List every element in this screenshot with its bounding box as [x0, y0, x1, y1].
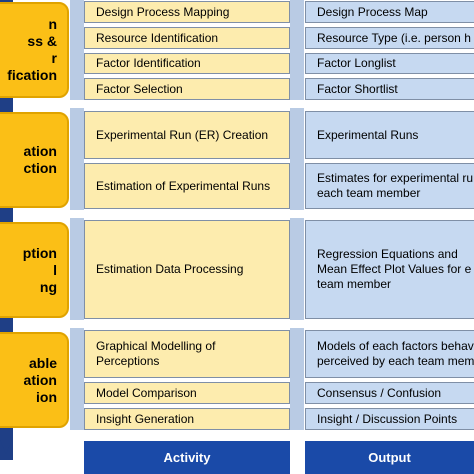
output-insight-points: Insight / Discussion Points [305, 408, 474, 430]
stage-3-connector [70, 218, 84, 320]
stage-4 [0, 332, 69, 428]
activity-estimation-of-runs: Estimation of Experimental Runs [84, 163, 290, 209]
activity-insight-generation: Insight Generation [84, 408, 290, 430]
output-consensus-confusion: Consensus / Confusion [305, 382, 474, 404]
stage-3-label: ption l ng [22, 244, 57, 295]
stage-1 [0, 2, 69, 98]
output-connector-1 [290, 0, 304, 100]
activity-model-comparison: Model Comparison [84, 382, 290, 404]
output-column-header: Output [305, 441, 474, 474]
activity-design-process-mapping: Design Process Mapping [84, 1, 290, 23]
activity-factor-selection: Factor Selection [84, 78, 290, 100]
stage-1-connector [70, 0, 84, 100]
activity-factor-identification: Factor Identification [84, 53, 290, 74]
stage-4-label: able ation ion [23, 354, 57, 405]
activity-resource-identification: Resource Identification [84, 27, 290, 49]
output-estimates: Estimates for experimental ru each team member [305, 163, 474, 209]
output-factor-models: Models of each factors behav perceived by each team mem [305, 330, 474, 378]
activity-graphical-modelling: Graphical Modelling of Perceptions [84, 330, 290, 378]
stage-3 [0, 222, 69, 318]
output-connector-2 [290, 108, 304, 210]
output-connector-3 [290, 218, 304, 320]
activity-er-creation: Experimental Run (ER) Creation [84, 111, 290, 159]
output-regression-equations: Regression Equations and Mean Effect Plot Values for e team member [305, 220, 474, 319]
activity-estimation-data-processing: Estimation Data Processing [84, 220, 290, 319]
output-design-process-map: Design Process Map [305, 1, 474, 23]
stage-2-label: ation ction [23, 143, 57, 176]
output-experimental-runs: Experimental Runs [305, 111, 474, 159]
stage-2-connector [70, 108, 84, 210]
stage-4-connector [70, 328, 84, 430]
spine-arrow-icon [0, 440, 12, 454]
output-factor-shortlist: Factor Shortlist [305, 78, 474, 100]
output-connector-4 [290, 328, 304, 430]
activity-column-header: Activity [84, 441, 290, 474]
stage-1-label: n ss & r fication [7, 16, 57, 83]
output-resource-type: Resource Type (i.e. person h [305, 27, 474, 49]
stage-2 [0, 112, 69, 208]
output-factor-longlist: Factor Longlist [305, 53, 474, 74]
